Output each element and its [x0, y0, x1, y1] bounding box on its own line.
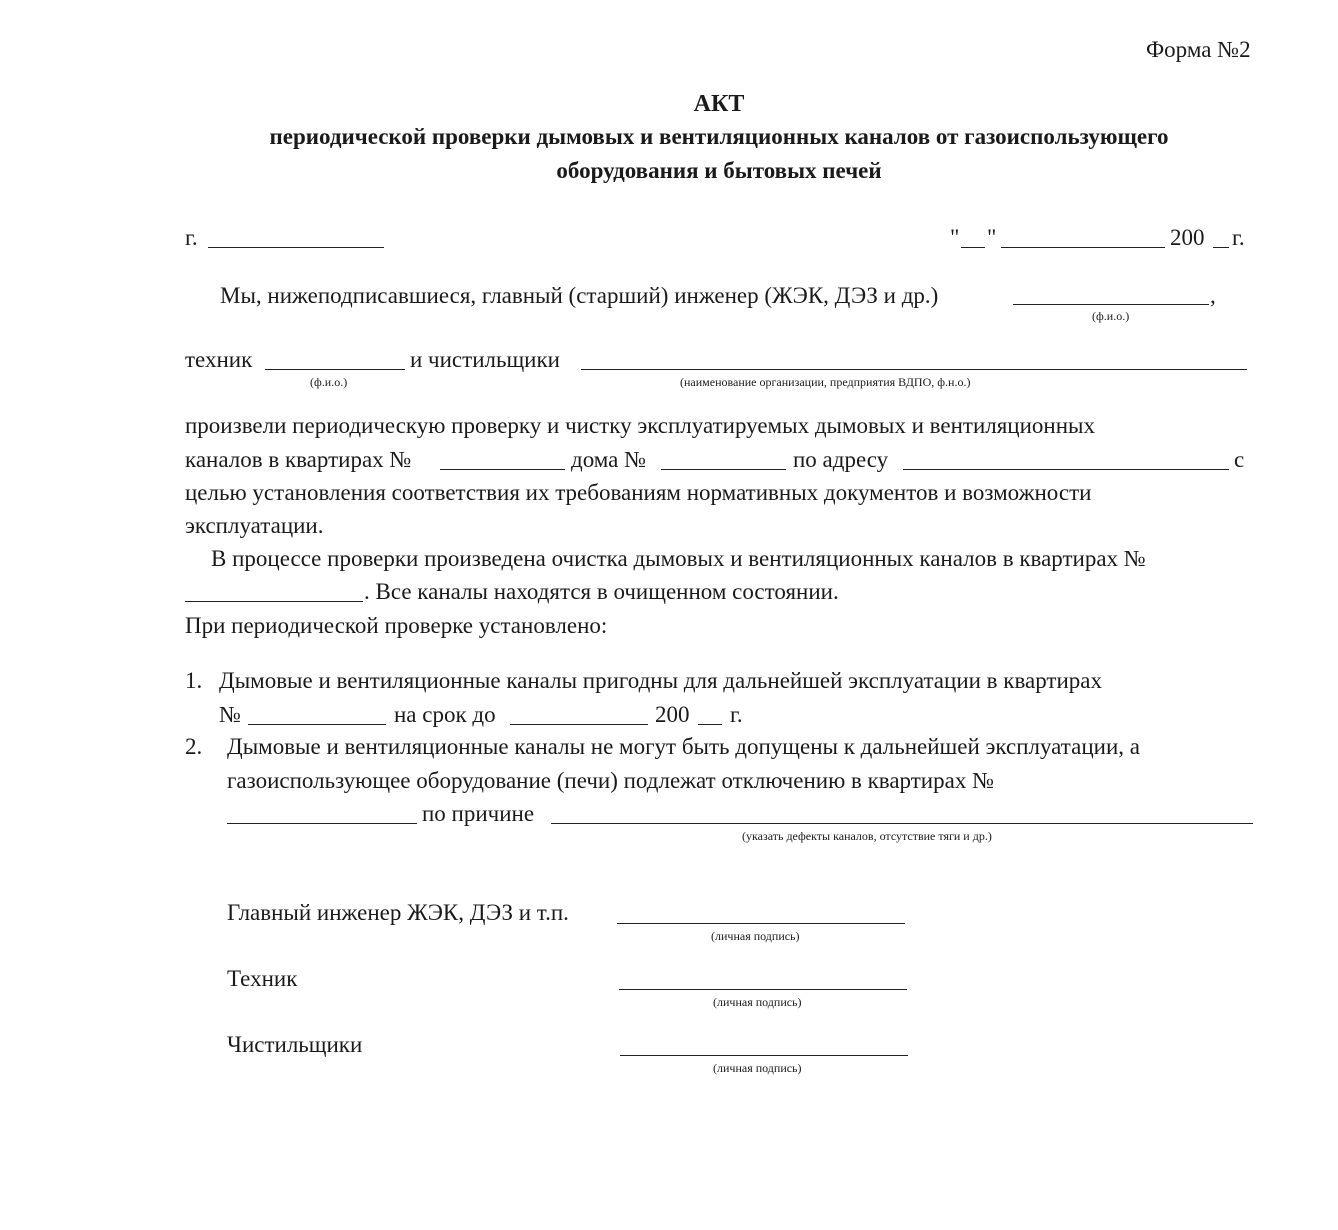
item1-term-field[interactable]	[510, 724, 648, 725]
cleaned-apartments-field[interactable]	[185, 601, 363, 602]
date-suffix: г.	[1232, 225, 1245, 250]
signature-technician-field[interactable]	[619, 989, 907, 990]
signature-chief-engineer-label: Главный инженер ЖЭК, ДЭЗ и т.п.	[227, 900, 569, 925]
item1-apartments-field[interactable]	[248, 724, 386, 725]
date-quote-close: "	[987, 225, 997, 250]
para1-line4: эксплуатации.	[185, 513, 324, 538]
apartments-number-field[interactable]	[440, 469, 565, 470]
caption-chief-engineer-fio: (ф.и.о.)	[1092, 309, 1130, 323]
item2-reason-field[interactable]	[551, 823, 1253, 824]
signature-chief-engineer-caption: (личная подпись)	[711, 929, 800, 943]
item1-year-field[interactable]	[698, 724, 722, 725]
para1-with: с	[1234, 447, 1245, 472]
item2-apartments-field[interactable]	[227, 823, 417, 824]
intro-comma: ,	[1210, 283, 1216, 308]
signature-chief-engineer-field[interactable]	[617, 923, 905, 924]
technician-label: техник	[185, 347, 253, 372]
house-number-field[interactable]	[661, 469, 786, 470]
document-title: АКТ	[693, 91, 745, 117]
item2-reason-label: по причине	[422, 801, 535, 826]
caption-technician-fio: (ф.и.о.)	[310, 375, 348, 389]
para1-line1: произвели периодическую проверку и чистку эксплуатируемых дымовых и вентиляционных	[185, 413, 1095, 438]
signature-technician-caption: (личная подпись)	[713, 995, 802, 1009]
date-year: 200	[1170, 225, 1205, 250]
para1-line3: целью установления соответствия их требованиям нормативных документов и возможности	[185, 480, 1092, 505]
date-quote-open: "	[950, 225, 960, 250]
document-subtitle-line2: оборудования и бытовых печей	[556, 158, 882, 183]
city-prefix: г.	[185, 225, 198, 250]
item2-line1: Дымовые и вентиляционные каналы не могут быть допущены к дальнейшей эксплуатации, а	[227, 734, 1140, 759]
item1-year: 200	[655, 702, 690, 727]
city-field[interactable]	[208, 247, 384, 248]
chief-engineer-name-field[interactable]	[1013, 304, 1209, 305]
technician-name-field[interactable]	[265, 369, 405, 370]
form-number: Форма №2	[1146, 37, 1251, 62]
date-year-field[interactable]	[1213, 247, 1229, 248]
cleaners-organization-field[interactable]	[581, 369, 1247, 370]
signature-cleaners-caption: (личная подпись)	[713, 1061, 802, 1075]
caption-organization: (наименование организации, предприятия ВДПО, ф.н.о.)	[680, 375, 971, 389]
date-month-field[interactable]	[1001, 247, 1165, 248]
caption-defects: (указать дефекты каналов, отсутствие тяги и др.)	[742, 829, 992, 843]
signature-cleaners-label: Чистильщики	[227, 1032, 363, 1057]
para2-line2: . Все каналы находятся в очищенном состоянии.	[364, 579, 839, 604]
para2-line1: В процессе проверки произведена очистка дымовых и вентиляционных каналов в квартирах №	[211, 546, 1146, 571]
document-subtitle-line1: периодической проверки дымовых и вентиляционных каналов от газоиспользующего	[269, 124, 1169, 149]
para1-address-label: по адресу	[793, 447, 889, 472]
para1-apartments-label: каналов в квартирах №	[185, 447, 412, 472]
item2-number: 2.	[185, 734, 203, 759]
para1-house-label: дома №	[571, 447, 647, 472]
cleaners-label: и чистильщики	[410, 347, 560, 372]
date-day-field[interactable]	[961, 247, 985, 248]
signature-technician-label: Техник	[227, 966, 298, 991]
para3: При периодической проверке установлено:	[185, 613, 608, 638]
address-field[interactable]	[903, 469, 1229, 470]
item2-line2: газоиспользующее оборудование (печи) подлежат отключению в квартирах №	[227, 768, 995, 793]
item1-until-label: на срок до	[394, 702, 496, 727]
item1-line1: Дымовые и вентиляционные каналы пригодны для дальнейшей эксплуатации в квартирах	[219, 668, 1102, 693]
intro-text: Мы, нижеподписавшиеся, главный (старший) инженер (ЖЭК, ДЭЗ и др.)	[220, 283, 939, 308]
item1-suffix: г.	[730, 702, 743, 727]
signature-cleaners-field[interactable]	[620, 1055, 908, 1056]
item1-number: 1.	[185, 668, 203, 693]
item1-no: №	[219, 702, 241, 727]
